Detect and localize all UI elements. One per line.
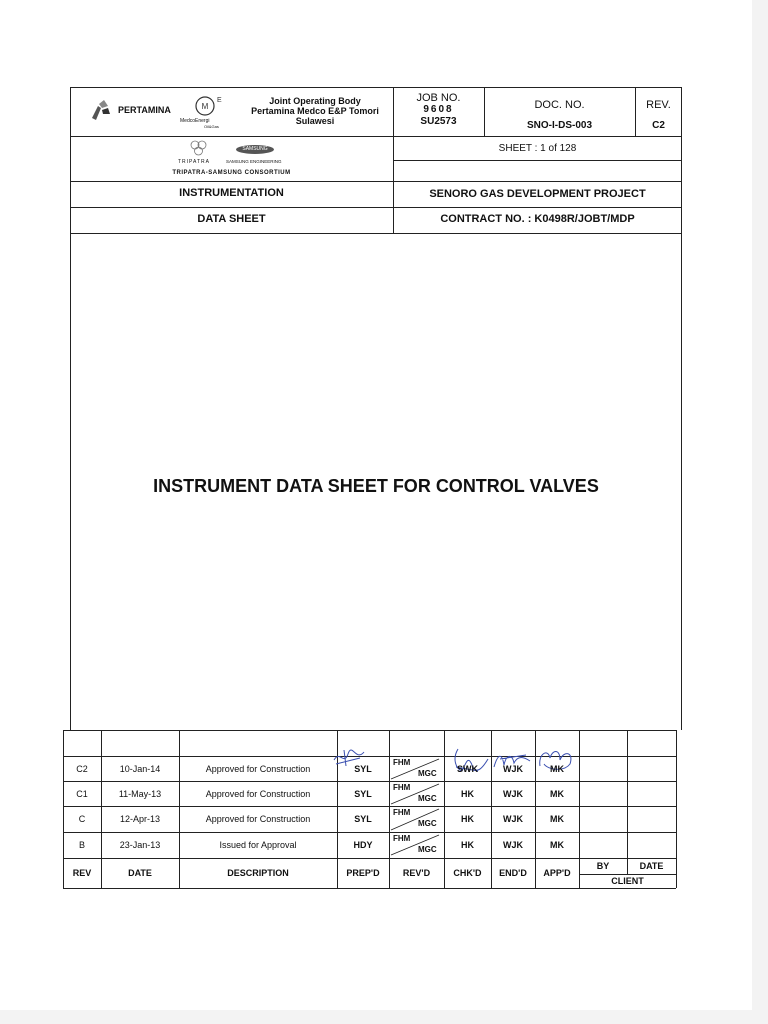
header-endd: END'D <box>499 868 527 878</box>
rev-col-line <box>63 730 64 888</box>
svg-text:M: M <box>201 102 209 111</box>
row-chkd: HK <box>461 789 474 799</box>
header-appd: APP'D <box>543 868 571 878</box>
owner-block <box>240 96 390 126</box>
rev-table-line <box>579 874 676 875</box>
row-rev: C2 <box>76 764 88 774</box>
tripatra-logo-icon <box>188 140 210 156</box>
samsung-logo: SAMSUNG <box>236 145 274 154</box>
project-name: SENORO GAS DEVELOPMENT PROJECT <box>429 188 646 200</box>
rev-col-line <box>627 730 628 874</box>
header-description: DESCRIPTION <box>227 868 289 878</box>
rev-table-bottom <box>63 888 676 889</box>
row-appd: MK <box>550 814 564 824</box>
row-date: 12-Apr-13 <box>119 814 161 824</box>
contract-no: CONTRACT NO. : K0498R/JOBT/MDP <box>440 213 635 225</box>
row-date: 23-Jan-13 <box>119 840 161 850</box>
tripatra-text: TRIPATRA <box>178 159 210 165</box>
rev-table-line <box>63 858 676 859</box>
row-endd: WJK <box>503 840 523 850</box>
row-revd-1: FHM <box>393 783 411 792</box>
rev-col-line <box>179 730 180 888</box>
row-revd-1: FHM <box>393 834 411 843</box>
rev-col-line <box>101 730 102 888</box>
header-rev: REV <box>72 868 92 878</box>
row-revd-1: FHM <box>393 758 411 767</box>
row-date: 10-Jan-14 <box>119 764 161 774</box>
row-appd: MK <box>550 789 564 799</box>
row-prepd: SYL <box>354 789 372 799</box>
row-description: Issued for Approval <box>219 840 297 850</box>
job-no-2: SU2573 <box>420 116 457 127</box>
row-revd-2: MGC <box>418 819 437 828</box>
row-chkd: HK <box>461 814 474 824</box>
job-no-1: 9608 <box>423 104 454 115</box>
rev-table-line <box>63 781 676 782</box>
owner-line-1: Joint Operating Body <box>269 96 361 106</box>
row-endd: WJK <box>503 814 523 824</box>
header-client-date: DATE <box>639 861 664 871</box>
header-by: BY <box>596 861 610 871</box>
row-rev: C1 <box>76 789 88 799</box>
sheet-count: SHEET : 1 of 128 <box>498 143 577 154</box>
medco-logo-text: MedcoEnergi <box>180 118 210 124</box>
svg-text:E: E <box>217 97 222 104</box>
row-appd: MK <box>550 764 564 774</box>
doc-no-label: DOC. NO. <box>534 99 585 111</box>
document-title: INSTRUMENT DATA SHEET FOR CONTROL VALVES <box>153 476 599 496</box>
medco-sub-text: Oil&Gas <box>204 124 219 129</box>
owner-line-3: Sulawesi <box>295 116 335 126</box>
row-rev: B <box>78 840 85 850</box>
rev-label: REV. <box>646 99 671 111</box>
header-divider <box>70 207 682 208</box>
discipline: INSTRUMENTATION <box>179 187 284 199</box>
rev-table-line <box>63 832 676 833</box>
header-divider <box>393 160 682 161</box>
header-date: DATE <box>128 868 152 878</box>
samsung-eng-text: SAMSUNG ENGINEERING <box>226 159 282 164</box>
pertamina-logo-text: PERTAMINA <box>118 105 171 115</box>
rev-table-line <box>63 806 676 807</box>
header-client: CLIENT <box>611 876 644 886</box>
medco-logo <box>180 95 230 131</box>
header-revd: REV'D <box>402 868 431 878</box>
pertamina-logo-icon <box>90 98 114 122</box>
rev-col-line <box>676 730 677 888</box>
doc-no: SNO-I-DS-003 <box>526 120 592 131</box>
rev-col-line <box>444 730 445 888</box>
row-endd: WJK <box>503 789 523 799</box>
job-no-block <box>393 92 484 128</box>
row-prepd: SYL <box>354 814 372 824</box>
rev-table-top <box>63 730 676 731</box>
medco-logo-icon <box>192 95 222 117</box>
owner-line-2: Pertamina Medco E&P Tomori <box>251 106 379 116</box>
row-prepd: SYL <box>354 764 372 774</box>
consortium-name: TRIPATRA-SAMSUNG CONSORTIUM <box>172 170 291 176</box>
pertamina-logo <box>90 98 180 122</box>
row-endd: WJK <box>503 764 523 774</box>
job-no-label: JOB NO. <box>416 92 461 104</box>
row-date: 11-May-13 <box>118 789 162 799</box>
row-chkd: HK <box>461 840 474 850</box>
row-appd: MK <box>550 840 564 850</box>
row-prepd: HDY <box>353 840 373 850</box>
rev-value: C2 <box>652 120 665 131</box>
row-revd-2: MGC <box>418 794 437 803</box>
row-revd-2: MGC <box>418 769 437 778</box>
header-prepd: PREP'D <box>346 868 380 878</box>
row-description: Approved for Construction <box>205 814 311 824</box>
row-revd-1: FHM <box>393 808 411 817</box>
row-revd-2: MGC <box>418 845 437 854</box>
header-divider <box>70 136 682 137</box>
row-description: Approved for Construction <box>205 764 311 774</box>
doc-type: DATA SHEET <box>197 213 266 225</box>
row-rev: C <box>78 814 86 824</box>
row-chkd: SWK <box>457 764 478 774</box>
header-chkd: CHK'D <box>453 868 482 878</box>
row-description: Approved for Construction <box>205 789 311 799</box>
